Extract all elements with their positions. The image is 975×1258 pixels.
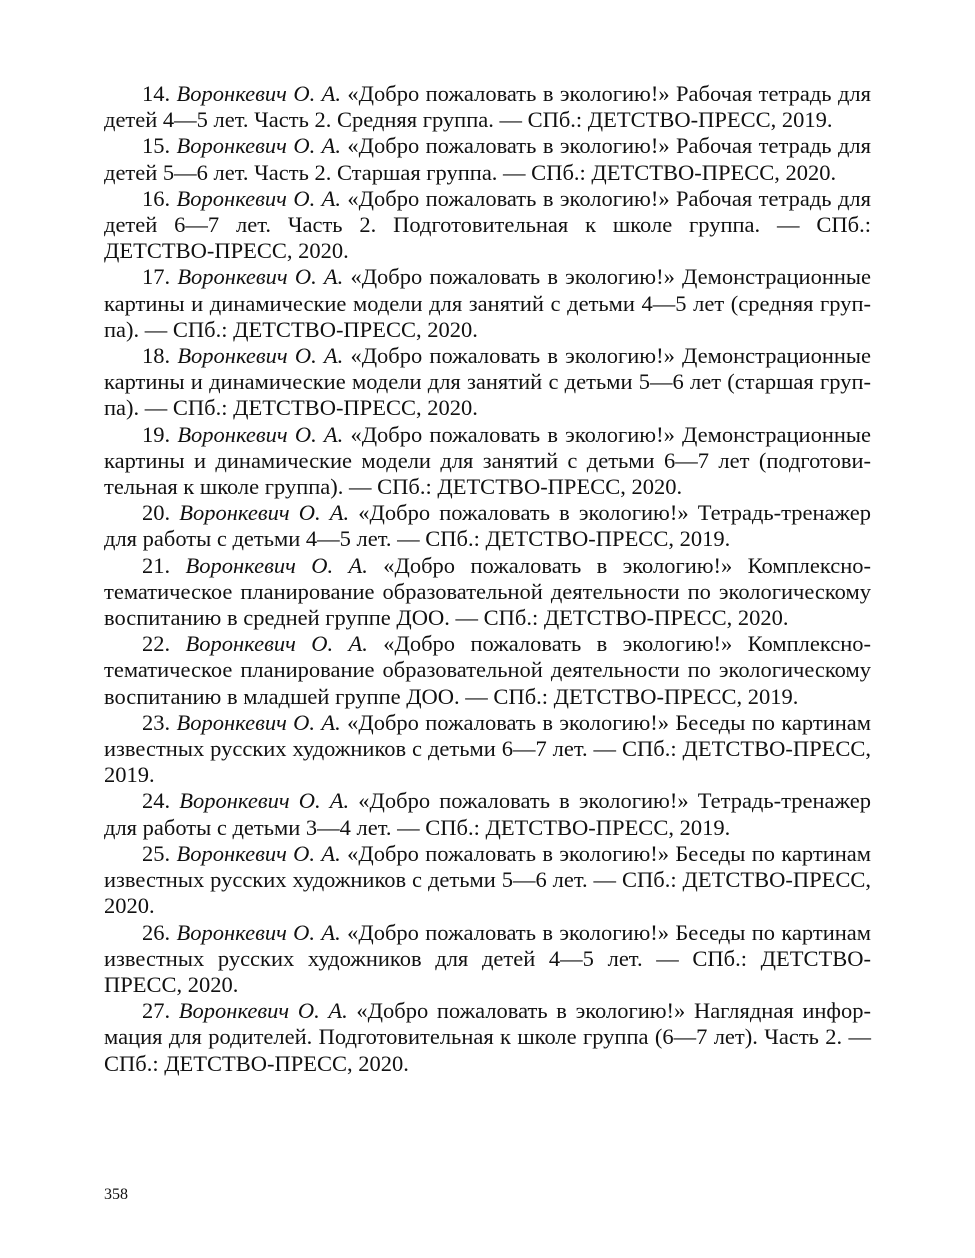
- entry-text: «Добро пожаловать в экологию!» Комплексно-тематическое планирование образовательной деятельности по экологическому воспитанию в младшей группе ДОО. — СПб.: ДЕТСТВО-ПРЕСС, 2019.: [104, 631, 872, 709]
- bibliography-entry: [104, 841, 871, 920]
- entry-author: Воронкевич О. А.: [179, 788, 350, 814]
- entry-number: 24.: [142, 788, 171, 814]
- entry-number: 20.: [142, 500, 171, 526]
- entry-text: «Добро пожаловать в экологию!» Беседы по картинам известных русских художников с детьми 5—6 лет. — СПб.: ДЕТСТВО-ПРЕСС, 2020.: [104, 840, 871, 919]
- entry-number: 25.: [142, 840, 171, 866]
- entry-text: «Добро пожаловать в экологию!» Демонстрационные картины и динамические модели для занятий с детьми 4—5 лет (средняя группа). — СПб.: ДЕТСТВО-ПРЕСС, 2020.: [104, 264, 872, 342]
- bibliography-entry: [104, 710, 871, 789]
- entry-author: Воронкевич О. А.: [176, 185, 341, 211]
- entry-text: «Добро пожаловать в экологию!» Рабочая тетрадь для детей 6—7 лет. Часть 2. Подготовительная к школе группа. — СПб.: ДЕТСТВО-ПРЕСС, 2020.: [104, 185, 871, 264]
- bibliography-entry: [104, 631, 871, 710]
- bibliography-list: [104, 81, 871, 1077]
- entry-number: 22.: [142, 631, 171, 657]
- entry-number: 17.: [142, 264, 171, 290]
- entry-author: Воронкевич О. А.: [176, 133, 341, 159]
- bibliography-entry: [104, 788, 871, 840]
- entry-number: 23.: [142, 709, 171, 735]
- bibliography-entry: [104, 133, 871, 185]
- entry-author: Воронкевич О. А.: [177, 264, 344, 290]
- entry-author: Воронкевич О. А.: [177, 421, 344, 447]
- entry-text: «Добро пожаловать в экологию!» Беседы по картинам известных русских художников с детьми 6—7 лет. — СПб.: ДЕТСТВО-ПРЕСС, 2019.: [104, 709, 871, 788]
- bibliography-entry: [104, 998, 871, 1077]
- entry-number: 19.: [142, 421, 171, 447]
- entry-author: Воронкевич О. А.: [185, 552, 368, 578]
- entry-author: Воронкевич О. А.: [176, 919, 341, 945]
- bibliography-entry: [104, 264, 871, 343]
- entry-author: Воронкевич О. А.: [176, 840, 341, 866]
- entry-number: 27.: [142, 998, 171, 1024]
- entry-author: Воронкевич О. А.: [176, 81, 341, 106]
- entry-number: 18.: [142, 343, 171, 369]
- entry-text: «Добро пожаловать в экологию!» Комплексно-тематическое планирование образовательной деятельности по экологическому воспитанию в средней группе ДОО. — СПб.: ДЕТСТВО-ПРЕСС, 2020.: [104, 552, 872, 631]
- entry-text: «Добро пожаловать в экологию!» Тетрадь-тренажер для работы с детьми 4—5 лет. — СПб.: ДЕТСТВО-ПРЕСС, 2019.: [104, 500, 871, 552]
- bibliography-entry: [104, 186, 871, 265]
- entry-author: Воронкевич О. А.: [185, 631, 368, 657]
- entry-number: 14.: [142, 81, 171, 106]
- page-number: 358: [104, 1186, 128, 1203]
- entry-number: 26.: [142, 919, 171, 945]
- entry-text: «Добро пожаловать в экологию!» Тетрадь-тренажер для работы с детьми 3—4 лет. — СПб.: ДЕТСТВО-ПРЕСС, 2019.: [104, 788, 871, 840]
- entry-text: «Добро пожаловать в экологию!» Рабочая тетрадь для детей 5—6 лет. Часть 2. Старшая группа. — СПб.: ДЕТСТВО-ПРЕСС, 2020.: [104, 133, 871, 185]
- bibliography-entry: [104, 81, 871, 133]
- entry-author: Воронкевич О. А.: [179, 500, 350, 526]
- entry-number: 21.: [142, 552, 171, 578]
- entry-text: «Добро пожаловать в экологию!» Демонстрационные картины и динамические модели для занятий с детьми 6—7 лет (подготовительная к школе группа). — СПб.: ДЕТСТВО-ПРЕСС, 2020.: [104, 421, 872, 500]
- entry-number: 15.: [142, 133, 171, 159]
- entry-text: «Добро пожаловать в экологию!» Беседы по картинам известных русских художников для детей 4—5 лет. — СПб.: ДЕТСТВО-ПРЕСС, 2020.: [104, 919, 871, 997]
- entry-number: 16.: [142, 185, 171, 211]
- entry-text: «Добро пожаловать в экологию!» Рабочая тетрадь для детей 4—5 лет. Часть 2. Средняя группа. — СПб.: ДЕТСТВО-ПРЕСС, 2019.: [104, 81, 871, 133]
- entry-author: Воронкевич О. А.: [177, 343, 344, 369]
- bibliography-entry: [104, 343, 871, 422]
- entry-text: «Добро пожаловать в экологию!» Наглядная информация для родителей. Подготовительная к школе группа (6—7 лет). Часть 2. — СПб.: ДЕТСТВО-ПРЕСС, 2020.: [104, 998, 871, 1076]
- bibliography-entry: [104, 500, 871, 552]
- entry-author: Воронкевич О. А.: [178, 998, 348, 1024]
- bibliography-entry: [104, 920, 871, 999]
- entry-author: Воронкевич О. А.: [176, 709, 341, 735]
- bibliography-entry: [104, 422, 871, 501]
- entry-text: «Добро пожаловать в экологию!» Демонстрационные картины и динамические модели для занятий с детьми 5—6 лет (старшая группа). — СПб.: ДЕТСТВО-ПРЕСС, 2020.: [104, 343, 872, 421]
- bibliography-entry: [104, 553, 871, 632]
